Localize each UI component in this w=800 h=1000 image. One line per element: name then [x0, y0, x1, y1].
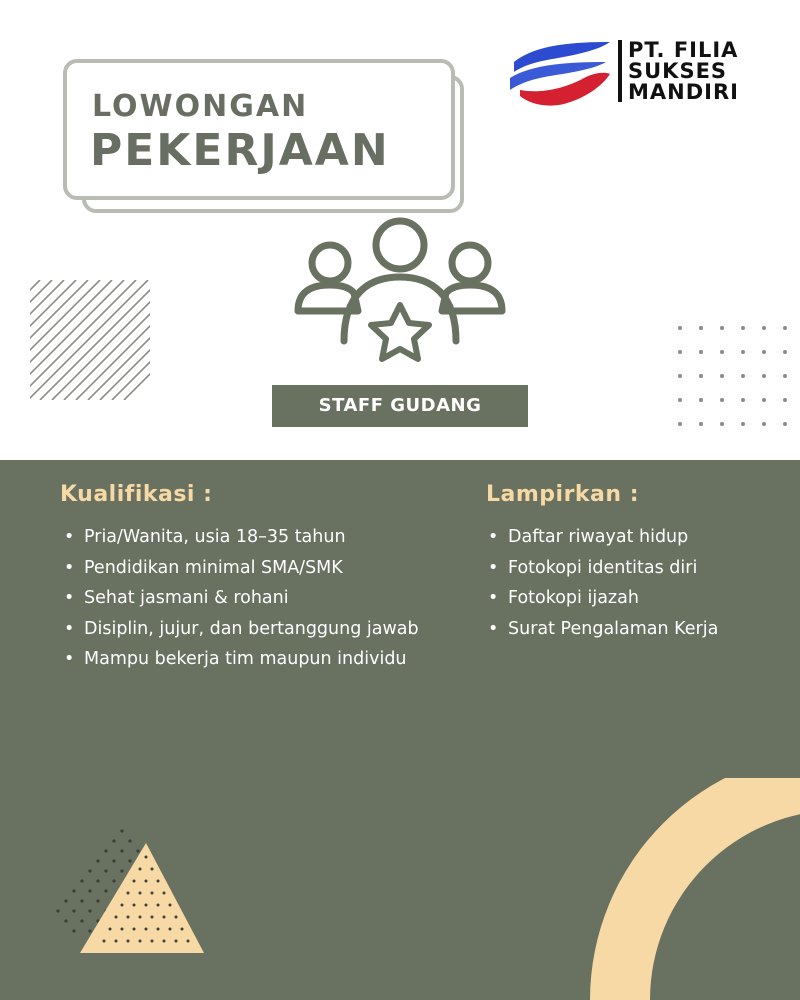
company-name-line-1: PT. FILIA [628, 38, 739, 62]
title-line-1: LOWONGAN [92, 89, 309, 124]
team-star-icon [292, 215, 508, 375]
dotted-triangle-decoration [50, 825, 220, 960]
list-item: • Pendidikan minimal SMA/SMK [60, 553, 419, 584]
arc-decoration [580, 778, 800, 1000]
company-name-line-2: SUKSES [628, 59, 728, 83]
attachments-title: Lampirkan : [486, 482, 640, 507]
qualifications-list [60, 522, 419, 675]
title-frame [63, 59, 455, 200]
list-item: • Disiplin, jujur, dan bertanggung jawab [60, 614, 419, 645]
list-item: • Daftar riwayat hidup [484, 522, 718, 553]
company-name [628, 40, 739, 103]
company-logo [506, 38, 786, 110]
diagonal-hatch-decoration [30, 280, 150, 400]
list-item: • Fotokopi identitas diri [484, 553, 718, 584]
qualifications-title: Kualifikasi : [60, 482, 213, 507]
list-item: • Surat Pengalaman Kerja [484, 614, 718, 645]
list-item: • Pria/Wanita, usia 18–35 tahun [60, 522, 419, 553]
list-item: • Mampu bekerja tim maupun individu [60, 644, 419, 675]
attachments-list [484, 522, 718, 644]
list-item: • Sehat jasmani & rohani [60, 583, 419, 614]
company-logo-mark [506, 38, 614, 108]
dot-grid-decoration [672, 320, 792, 432]
title-line-2: PEKERJAAN [90, 125, 390, 176]
logo-divider [618, 40, 622, 102]
list-item: • Fotokopi ijazah [484, 583, 718, 614]
company-name-line-3: MANDIRI [628, 80, 739, 104]
position-title-badge: STAFF GUDANG [272, 385, 528, 427]
header-section [0, 0, 800, 460]
